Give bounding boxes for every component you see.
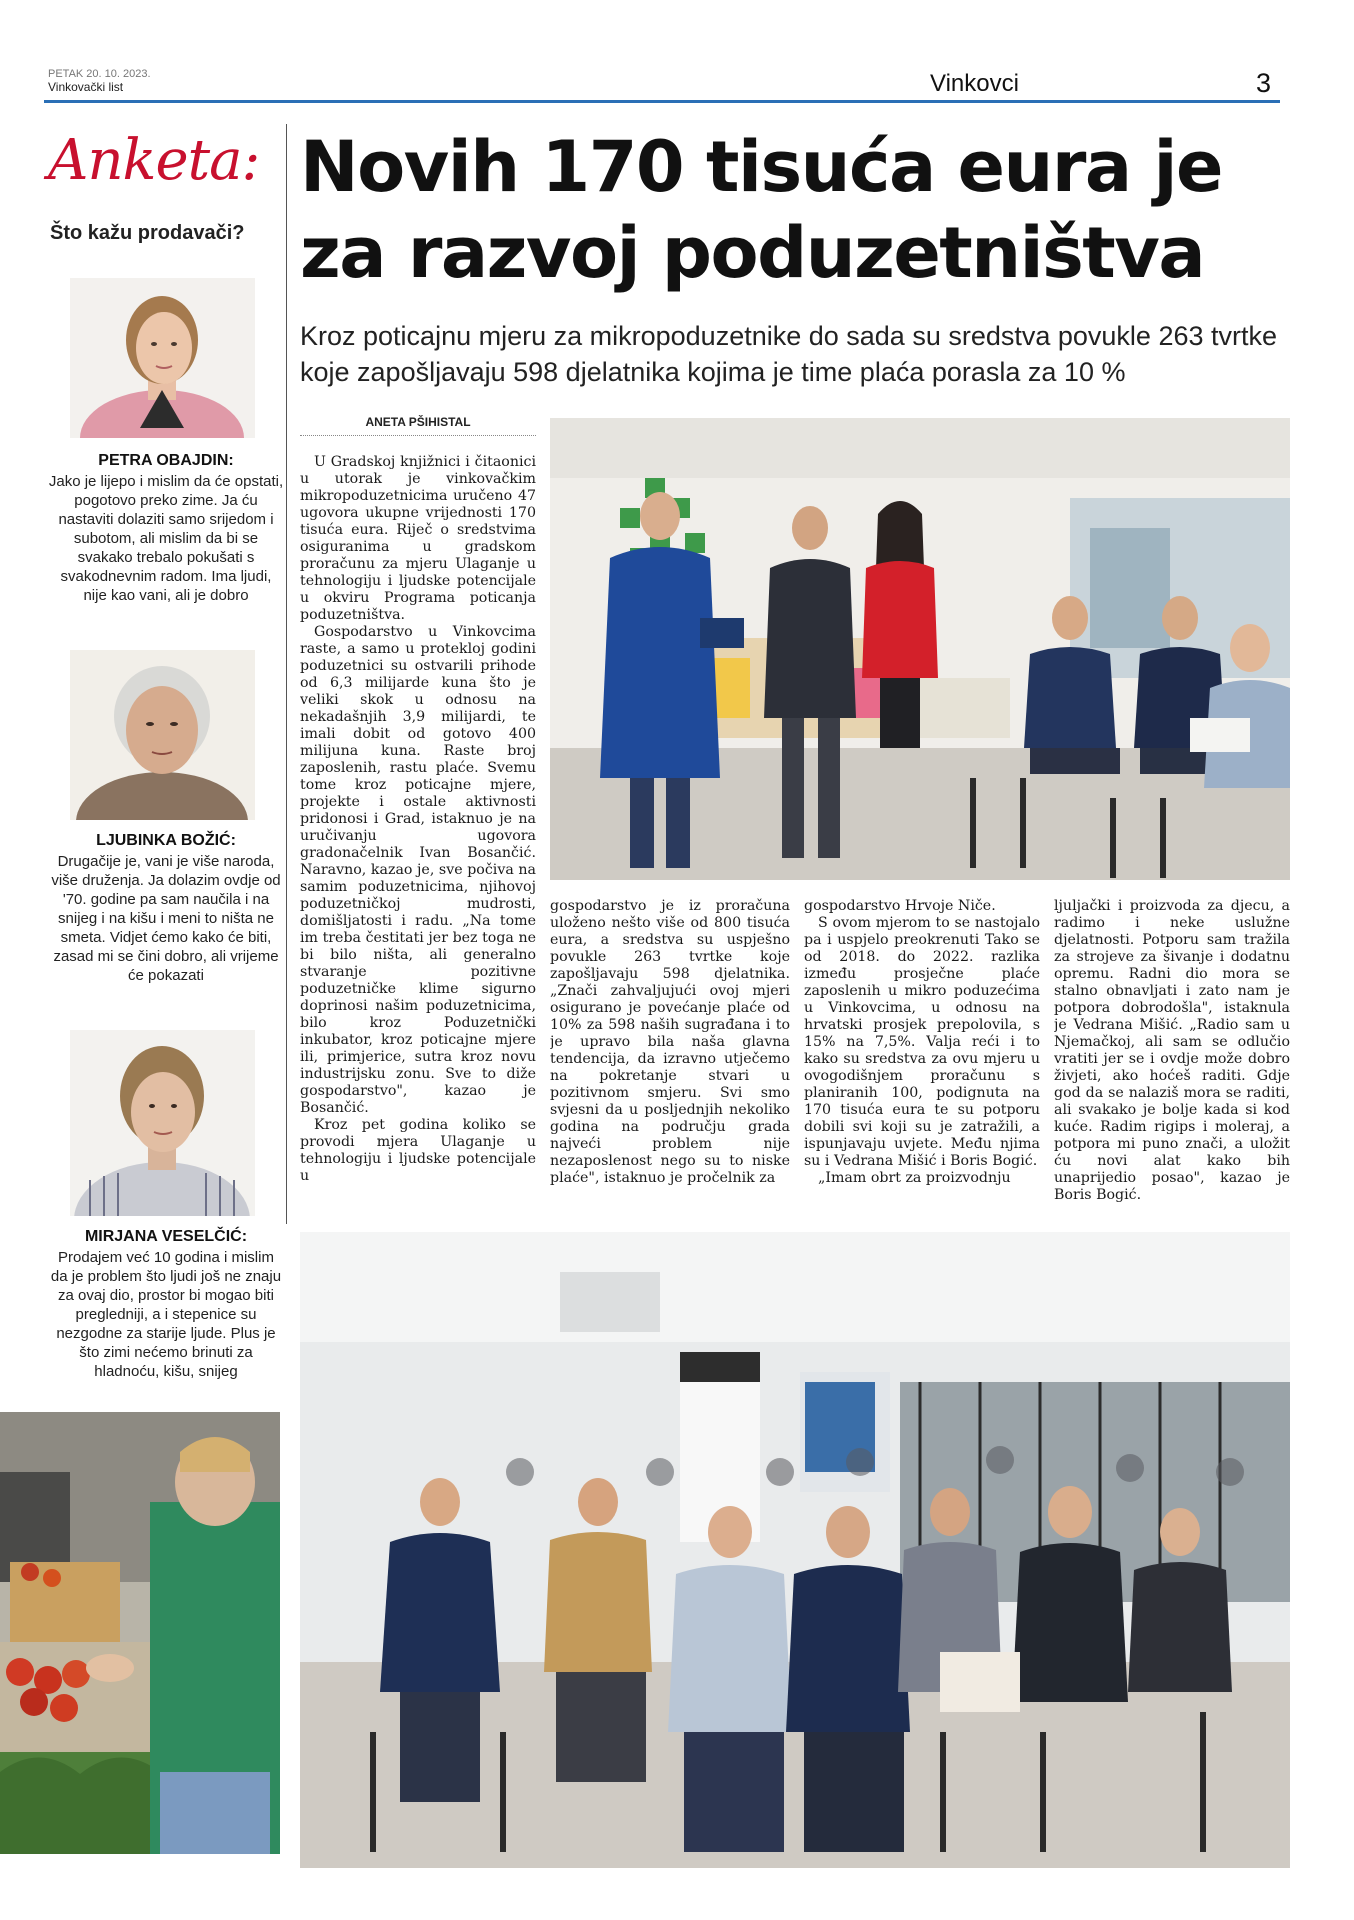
column-divider [286,124,287,1224]
issue-date: PETAK 20. 10. 2023. [48,68,151,80]
article-paragraph: Kroz pet godina koliko se provodi mjera Ulaganje u tehnologiju i ljudske potencijale u [300,1117,536,1184]
article-column-1 [300,454,536,1224]
newspaper-name: Vinkovački list [48,80,124,94]
survey-title: Anketa: [48,128,260,193]
article-column-3 [804,898,1040,1224]
article-paragraph: gospodarstvo Hrvoje Niče. [804,898,996,914]
portrait-petra-obajdin [70,278,255,438]
article-paragraph: ljuljački i proizvoda za djecu, a radimo i neke uslužne djelatnosti. Potporu sam tražila za strojeve za šivanje i dodatnu opremu. Radni dio mora se stalno obnavljati i zato nam je potpora dobrodošla", istaknula je Vedrana Mišić. „Radio sam u Njemačkoj, ali sam se odlučio vratiti jer se i ovdje može dobro živjeti, ako hoćeš raditi. Gdje god da se nalaziš mora se raditi, ali svakako je bolje kada si kod kuće. Radim rigips i moleraj, a potpora mi puno znači, a uložit ću novi alat kako bih unaprijedio posao", kazao je Boris Bogić. [1054,898,1290,1203]
person-quote: Drugačije je, vani je više naroda, više druženja. Ja dolazim ovdje od '70. godine pa sam naučila i na snijeg i na kišu i meni to ništa ne smeta. Vidjet ćemo kako će biti, zasad mi se čini dobro, ali vrijeme će pokazati [51,853,281,984]
article-headline: Novih 170 tisuća eura je za razvoj poduzetništva [300,126,1222,294]
person-quote: Jako je lijepo i mislim da će opstati, pogotovo preko zime. Ja ću nastaviti dolaziti samo srijedom i subotom, ali mislim da bi se svakako trebalo pokušati s svakodnevnim radom. Ima ljudi, nije kao vani, ali je dobro [48,473,284,604]
article-paragraph: „Imam obrt za proizvodnju [818,1170,1011,1186]
article-paragraph: gospodarstvo je iz proračuna uloženo nešto više od 800 tisuća eura, a sredstva su uspješno povukle 263 tvrtke koje zapošljavaju 598 djelatnika. „Znači zahvaljujući ovoj mjeri osigurano je povećanje plaće od 10% za 598 naših sugrađana i to je upravo bila naša glavna tendencija, da izravno utječemo na pokretanje stvari u pozitivnom smjeru. Svi smo svjesni da u posljednjih nekoliko godina na području grada najveći problem nije nezaposlenost nego su to niske plaće", istaknuo je pročelnik za [550,898,790,1186]
article-deck: Kroz poticajnu mjeru za mikropoduzetnike do sada su sredstva povukle 263 tvrtke koje zapošljavaju 598 djelatnika kojima je time plaća porasla za 10 % [300,321,1278,387]
portrait-ljubinka-bozic [70,650,255,820]
article-paragraph: Gospodarstvo u Vinkovcima raste, a samo u proteklој godini poduzetnici su ostvarili prihode od 6,3 milijarde kuna što je veliki skok u odnosu na nekadašnjih 3,9 milijardi, te imali dobit od gotovo 400 milijuna kuna. Raste broj zaposlenih, rastu plaće. Svemu tome kroz poticajne mjere, projekte i ostale aktivnosti pridonosi i Grad, istaknuo je na uručivanju ugovora gradonačelnik Ivan Bosančić. Naravno, kazao je, sve počiva na samim poduzetnicima, njihovoj poduzetničkoj mudrosti, domišljatosti i radu. „Na tome im treba čestitati jer bez toga ne bi bilo ništa, ali generalno stvaranje pozitivne poduzetničke klime sigurno doprinosi našim poduzetnicima, bilo kroz Poduzetnički inkubator, kroz poticajne mjere ili, primjerice, sutra kroz novu industrijsku zonu. Sve to diže gospodarstvo", kazao je Bosančić. [300,624,536,1116]
portrait-mirjana-veselcic [70,1030,255,1216]
article-column-4 [1054,898,1290,1224]
person-name: MIRJANA VESELČIĆ: [84,1228,248,1245]
section-title: Vinkovci [930,70,1019,97]
person-quote: Prodajem već 10 godina i mislim da je problem što ljudi još ne znaju za ovaj dio, prostor bi mogao biti pregledniji, a i stepenice su nezgodne za starije ljude. Plus je što zimi nećemo brinuti za hladnoću, kišu, snijeg [50,1249,282,1380]
audience-photo [300,1232,1290,1868]
header-rule [44,100,1280,103]
survey-subtitle: Što kažu prodavači? [50,222,245,244]
article-column-2 [550,898,790,1224]
article-paragraph: U Gradskoj knjižnici i čitaonici u utorak je vinkovačkim mikropoduzetnicima uručeno 47 ugovora ukupne vrijednosti 170 tisuća eura. Riječ o sredstvima osiguranima u gradskom proračunu za mjeru Ulaganje u tehnologiju i ljudske potencijale u okviru Programa poticanja poduzetništva. [300,454,536,623]
person-name: PETRA OBAJDIN: [98,452,234,469]
author-byline: ANETA PŠIHISTAL [300,415,536,436]
page-number: 3 [1256,68,1272,98]
market-stall-photo [0,1412,280,1854]
person-name: LJUBINKA BOŽIĆ: [96,832,236,849]
contract-signing-photo [550,418,1290,880]
article-paragraph: S ovom mjerom to se nastojalo pa i uspjelo preokrenuti Tako se od 2018. do 2022. razlika između prosječne plaće zaposlenih u mikro poduzećima u Vinkovcima, u odnosu na hrvatski prosjek prepolovila, s 15% na 7,5%. Valja reći i to kako su sredstva za ovu mjeru u ovogodišnjem proračunu s planiranih 100, podignuta na 170 tisuća eura te su potporu dobili svi koji su je zatražili, a ispunjavaju uvjete. Među njima su i Vedrana Mišić i Boris Bogić. [804,915,1040,1169]
